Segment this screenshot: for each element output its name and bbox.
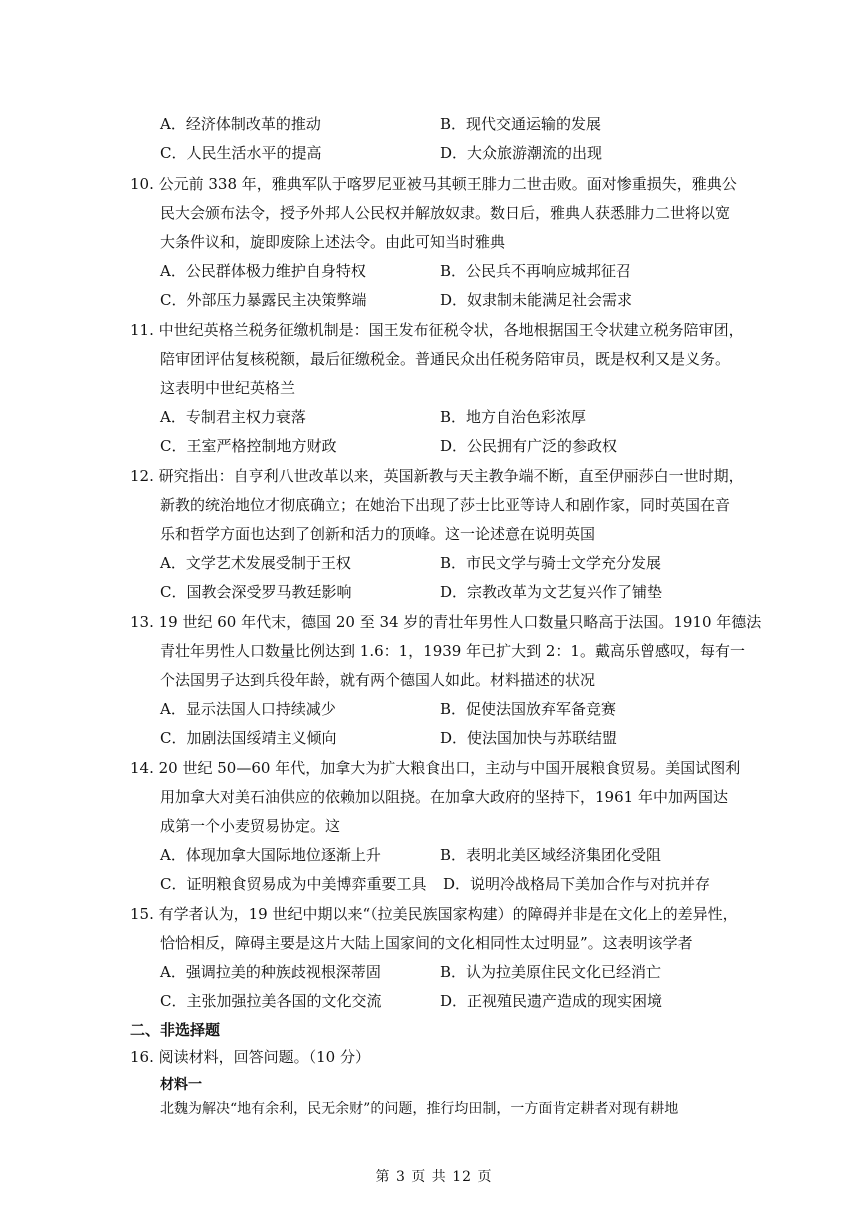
q13-option-d: D．使法国加快与苏联结盟	[440, 729, 618, 747]
q12-stem-line-2: 新教的统治地位才彻底确立；在她治下出现了莎士比亚等诗人和剧作家，同时英国在音	[160, 496, 731, 514]
q13-stem-line-3: 个法国男子达到兵役年龄，就有两个德国人如此。材料描述的状况	[160, 671, 596, 689]
q11-option-d: D．公民拥有广泛的参政权	[440, 437, 618, 455]
q14-option-d: D．说明冷战格局下美加合作与对抗并存	[443, 875, 711, 893]
q14-option-b: B．表明北美区域经济集团化受阻	[440, 846, 662, 864]
q14-stem-line-2: 用加拿大对美石油供应的依赖加以阻挠。在加拿大政府的坚持下，1961 年中加两国达	[160, 788, 728, 806]
page-footer: 第 3 页 共 12 页	[375, 1169, 493, 1185]
section-heading: 二、非选择题	[130, 1021, 221, 1039]
q13-stem-line-2: 青壮年男性人口数量比例达到 1.6：1，1939 年已扩大到 2：1。戴高乐曾感叹，每有一	[160, 642, 745, 660]
q12-stem-line-3: 乐和哲学方面也达到了创新和活力的顶峰。这一论述意在说明英国	[160, 525, 596, 543]
q14-stem-line-1: 14. 20 世纪 50—60 年代，加拿大为扩大粮食出口，主动与中国开展粮食贸易。美国试图利	[130, 759, 741, 777]
q10-stem-line-1: 10. 公元前 338 年，雅典军队于喀罗尼亚被马其顿王腓力二世击败。面对惨重损失，雅典公	[130, 175, 737, 193]
q14-option-c: C．证明粮食贸易成为中美博弈重要工具	[160, 875, 427, 893]
q14-option-a: A．体现加拿大国际地位逐渐上升	[160, 846, 381, 864]
q12-option-d: D．宗教改革为文艺复兴作了铺垫	[440, 583, 663, 601]
q14-stem-line-3: 成第一个小麦贸易协定。这	[160, 817, 341, 835]
q12-stem-line-1: 12. 研究指出：自亨利八世改革以来，英国新教与天主教争端不断，直至伊丽莎白一世时期，	[130, 467, 744, 485]
q11-option-b: B．地方自治色彩浓厚	[440, 408, 587, 426]
q15-option-a: A．强调拉美的种族歧视根深蒂固	[160, 963, 381, 981]
q13-stem-line-1: 13. 19 世纪 60 年代末，德国 20 至 34 岁的青壮年男性人口数量只略高于法国。1910 年德法	[130, 613, 762, 631]
q9-option-d: D．大众旅游潮流的出现	[440, 144, 603, 162]
q13-option-a: A．显示法国人口持续减少	[160, 700, 336, 718]
q11-stem-line-1: 11. 中世纪英格兰税务征缴机制是：国王发布征税令状，各地根据国王令状建立税务陪审团，	[130, 321, 744, 339]
q9-option-a: A．经济体制改革的推动	[160, 115, 321, 133]
q12-option-b: B．市民文学与骑士文学充分发展	[440, 554, 662, 572]
q11-option-a: A．专制君主权力衰落	[160, 408, 306, 426]
q10-option-b: B．公民兵不再响应城邦征召	[440, 262, 632, 280]
q15-stem-line-2: 恰恰相反，障碍主要是这片大陆上国家间的文化相同性太过明显”。这表明该学者	[160, 934, 693, 952]
q13-option-b: B．促使法国放弃军备竞赛	[440, 700, 617, 718]
q10-stem-line-2: 民大会颁布法令，授予外邦人公民权并解放奴隶。数日后，雅典人获悉腓力二世将以宽	[160, 204, 731, 222]
q15-option-d: D．正视殖民遗产造成的现实困境	[440, 992, 663, 1010]
q9-option-c: C．人民生活水平的提高	[160, 144, 322, 162]
q10-option-c: C．外部压力暴露民主决策弊端	[160, 291, 367, 309]
q10-stem-line-3: 大条件议和，旋即废除上述法令。由此可知当时雅典	[160, 233, 506, 251]
q15-option-b: B．认为拉美原住民文化已经消亡	[440, 963, 662, 981]
q11-option-c: C．王室严格控制地方财政	[160, 437, 337, 455]
q10-option-a: A．公民群体极力维护自身特权	[160, 262, 366, 280]
q15-option-c: C．主张加强拉美各国的文化交流	[160, 992, 382, 1010]
q13-option-c: C．加剧法国绥靖主义倾向	[160, 729, 337, 747]
q16-material-label: 材料一	[160, 1077, 202, 1093]
q10-option-d: D．奴隶制未能满足社会需求	[440, 291, 633, 309]
q11-stem-line-2: 陪审团评估复核税额，最后征缴税金。普通民众出任税务陪审员，既是权利又是义务。	[160, 350, 731, 368]
q11-stem-line-3: 这表明中世纪英格兰	[160, 379, 296, 397]
q16-material-text: 北魏为解决“地有余利，民无余财”的问题，推行均田制，一方面肯定耕者对现有耕地	[160, 1101, 679, 1117]
q15-stem-line-1: 15. 有学者认为，19 世纪中期以来“（拉美民族国家构建）的障碍并非是在文化上的差异性，	[130, 905, 738, 923]
q16-stem: 16. 阅读材料，回答问题。（10 分）	[130, 1048, 370, 1066]
q12-option-c: C．国教会深受罗马教廷影响	[160, 583, 352, 601]
q9-option-b: B．现代交通运输的发展	[440, 115, 602, 133]
q12-option-a: A．文学艺术发展受制于王权	[160, 554, 351, 572]
